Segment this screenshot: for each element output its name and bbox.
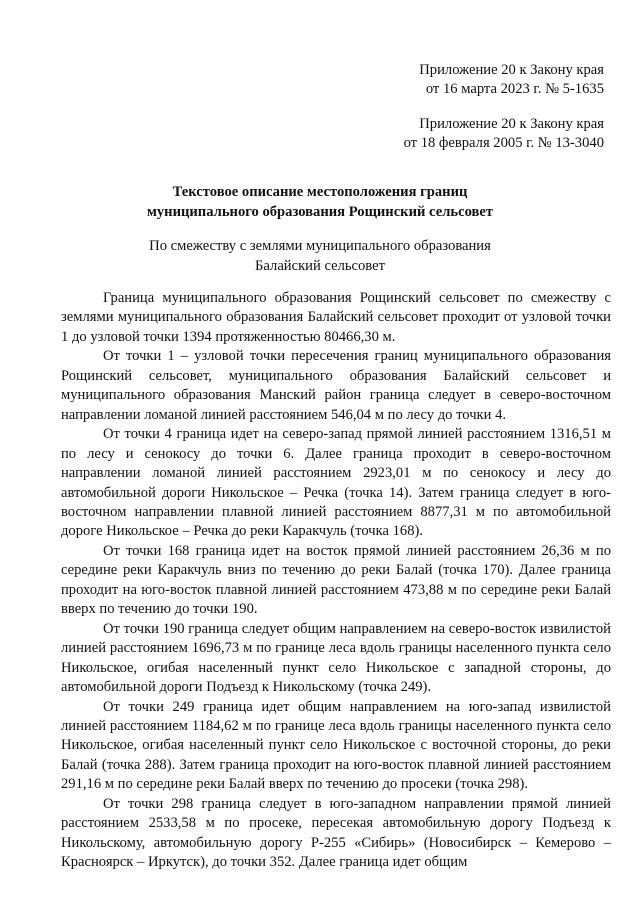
paragraph-7: От точки 298 граница следует в юго-западном направлении прямой линией расстоянием 2533,58 м по просеке, пересекая автомобильную дорогу Подъезд к Никольскому, автомобильную дорогу Р-255 «Сибирь» (Новосибирск – Кемерово – Красноярск – Иркутск), до точки 352. Далее граница идет общим xyxy=(61,795,611,871)
annex-current-line2: от 16 марта 2023 г. № 5-1635 xyxy=(425,81,604,97)
paragraph-6: От точки 249 граница идет общим направлением на юго-запад извилистой линией расстоянием 1184,62 м по границе леса вдоль границы населенного пункта село Никольское, огибая населенный пункт село Никольское с восточной стороны, до реки Балай (точка 288). Затем граница проходит на юго-восток плавной линией расстоянием 291,16 м по середине реки Балай вверх по течению до просеки (точка 298). xyxy=(61,698,611,793)
section-heading xyxy=(0,236,640,276)
annex-original-line1: Приложение 20 к Закону края xyxy=(419,116,604,132)
title-line2: муниципального образования Рощинский сельсовет xyxy=(146,204,494,220)
paragraph-2: От точки 1 – узловой точки пересечения границ муниципального образования Рощинский сельсовет, муниципального образования Балайский сельсовет и муниципального образования Манский район граница следует в северо-восточном направлении ломаной линией расстоянием 546,04 м по лесу до точки 4. xyxy=(61,348,611,423)
annex-original-line2: от 18 февраля 2005 г. № 13-3040 xyxy=(403,135,604,151)
annex-current-reference xyxy=(419,61,604,99)
document-title xyxy=(0,182,640,222)
body-text xyxy=(61,289,611,873)
section-heading-line1: По смежеству с землями муниципального образования xyxy=(149,238,491,254)
section-heading-line2: Балайский сельсовет xyxy=(255,258,385,274)
paragraph-3: От точки 4 граница идет на северо-запад прямой линией расстоянием 1316,51 м по лесу и сенокосу до точки 6. Далее граница проходит в северо-восточном направлении ломаной линией расстоянием 2923,01 м по сенокосу и лесу до автомобильной дороги Никольское – Речка (точка 14). Затем граница следует в юго-восточном направлении плавной линией расстоянием 8877,31 м по автомобильной дороге Никольское – Речка до реки Каракчуль (точка 168). xyxy=(61,426,611,540)
paragraph-1: Граница муниципального образования Рощинский сельсовет по смежеству с землями муниципального образования Балайский сельсовет проходит от узловой точки 1 до узловой точки 1394 протяженностью 80466,30 м. xyxy=(61,290,611,345)
paragraph-4: От точки 168 граница идет на восток прямой линией расстоянием 26,36 м по середине реки Каракчуль вниз по течению до реки Балай (точка 170). Далее граница проходит на юго-восток плавной линией расстоянием 473,88 м по середине реки Балай вверх по течению до точки 190. xyxy=(61,542,611,618)
paragraph-5: От точки 190 граница следует общим направлением на северо-восток извилистой линией расстоянием 1696,73 м по границе леса вдоль границы населенного пункта село Никольское, огибая населенный пункт село Никольское с западной стороны, до автомобильной дороги Подъезд к Никольскому (точка 249). xyxy=(61,620,611,696)
annex-original-reference xyxy=(404,115,604,153)
annex-current-line1: Приложение 20 к Закону края xyxy=(419,62,604,78)
title-line1: Текстовое описание местоположения границ xyxy=(172,184,468,200)
